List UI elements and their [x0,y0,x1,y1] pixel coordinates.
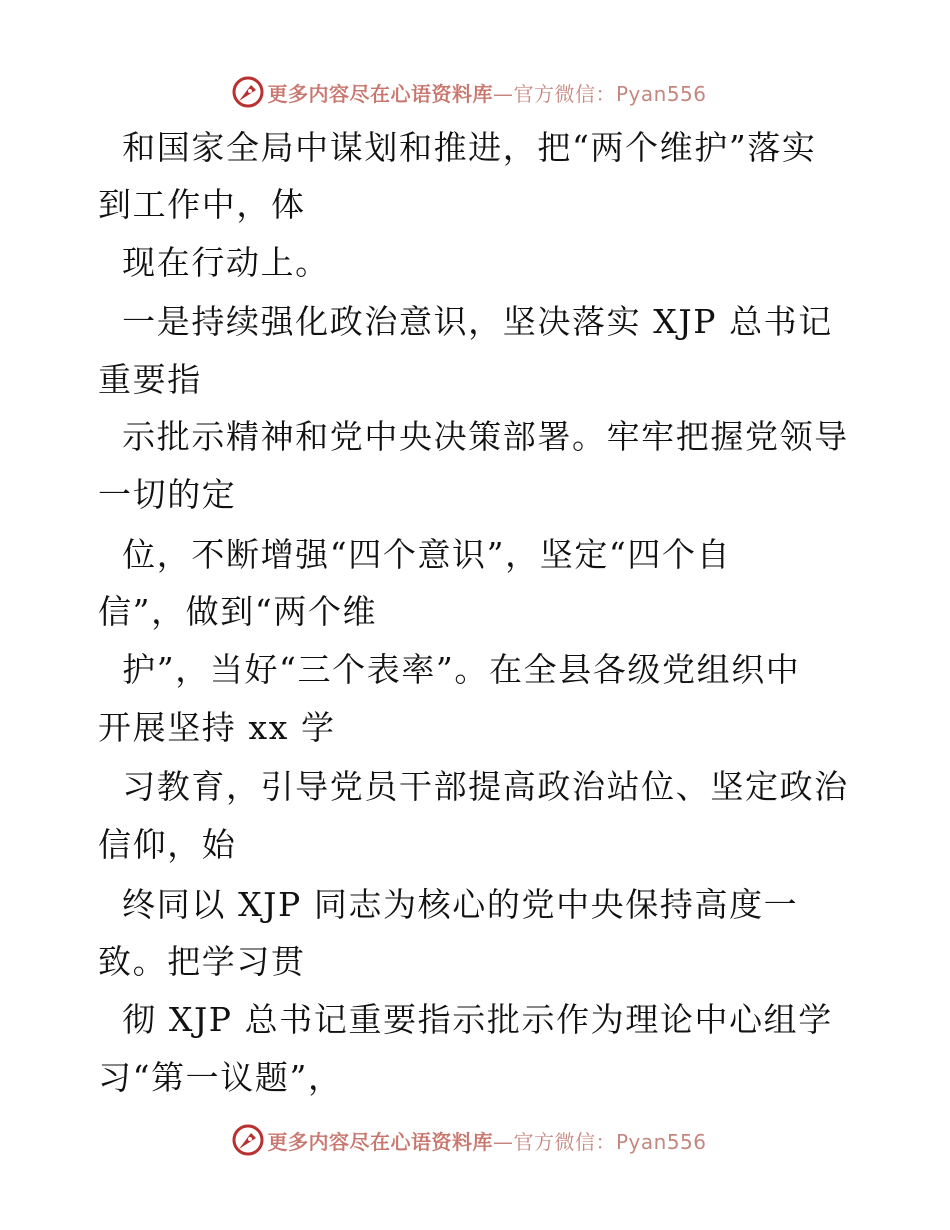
body-line: 护”，当好“三个表率”。在全县各级党组织中 [98,650,801,689]
footer-banner-id: Pyan556 [615,1129,707,1154]
body-line: 彻 XJP 总书记重要指示批示作为理论中心组学 [98,1000,833,1039]
body-line: 重要指 [98,360,202,399]
body-line: 致。把学习贯 [98,942,306,981]
pen-nib-logo-icon [231,75,265,109]
footer-banner-main: 更多内容尽在心语资料库 [267,1129,493,1154]
body-line: 终同以 XJP 同志为核心的党中央保持高度一 [98,885,799,924]
footer-banner-rest: —官方微信： [492,1129,616,1154]
footer-banner [0,1120,950,1160]
footer-banner-text [267,1126,706,1155]
header-banner-id: Pyan556 [615,81,707,106]
body-line: 到工作中，体 [98,185,306,224]
body-line: 示批示精神和党中央决策部署。牢牢把握党领导 [98,417,849,456]
body-line: 信”，做到“两个维 [98,592,378,631]
pen-nib-logo-icon [231,1123,265,1157]
body-line: 习“第一议题”， [98,1058,343,1097]
body-line: 现在行动上。 [98,243,330,282]
body-line: 位，不断增强“四个意识”，坚定“四个自 [98,535,732,574]
header-banner-text [267,78,706,107]
header-banner [0,72,950,112]
header-banner-main: 更多内容尽在心语资料库 [267,81,493,106]
body-line: 一是持续强化政治意识，坚决落实 XJP 总书记 [98,302,833,341]
body-line: 一切的定 [98,475,237,514]
body-line: 和国家全局中谋划和推进，把“两个维护”落实 [98,128,817,167]
body-line: 开展坚持 xx 学 [98,708,336,747]
header-banner-rest: —官方微信： [492,81,616,106]
body-line: 习教育，引导党员干部提高政治站位、坚定政治 [98,767,849,806]
body-line: 信仰，始 [98,825,237,864]
